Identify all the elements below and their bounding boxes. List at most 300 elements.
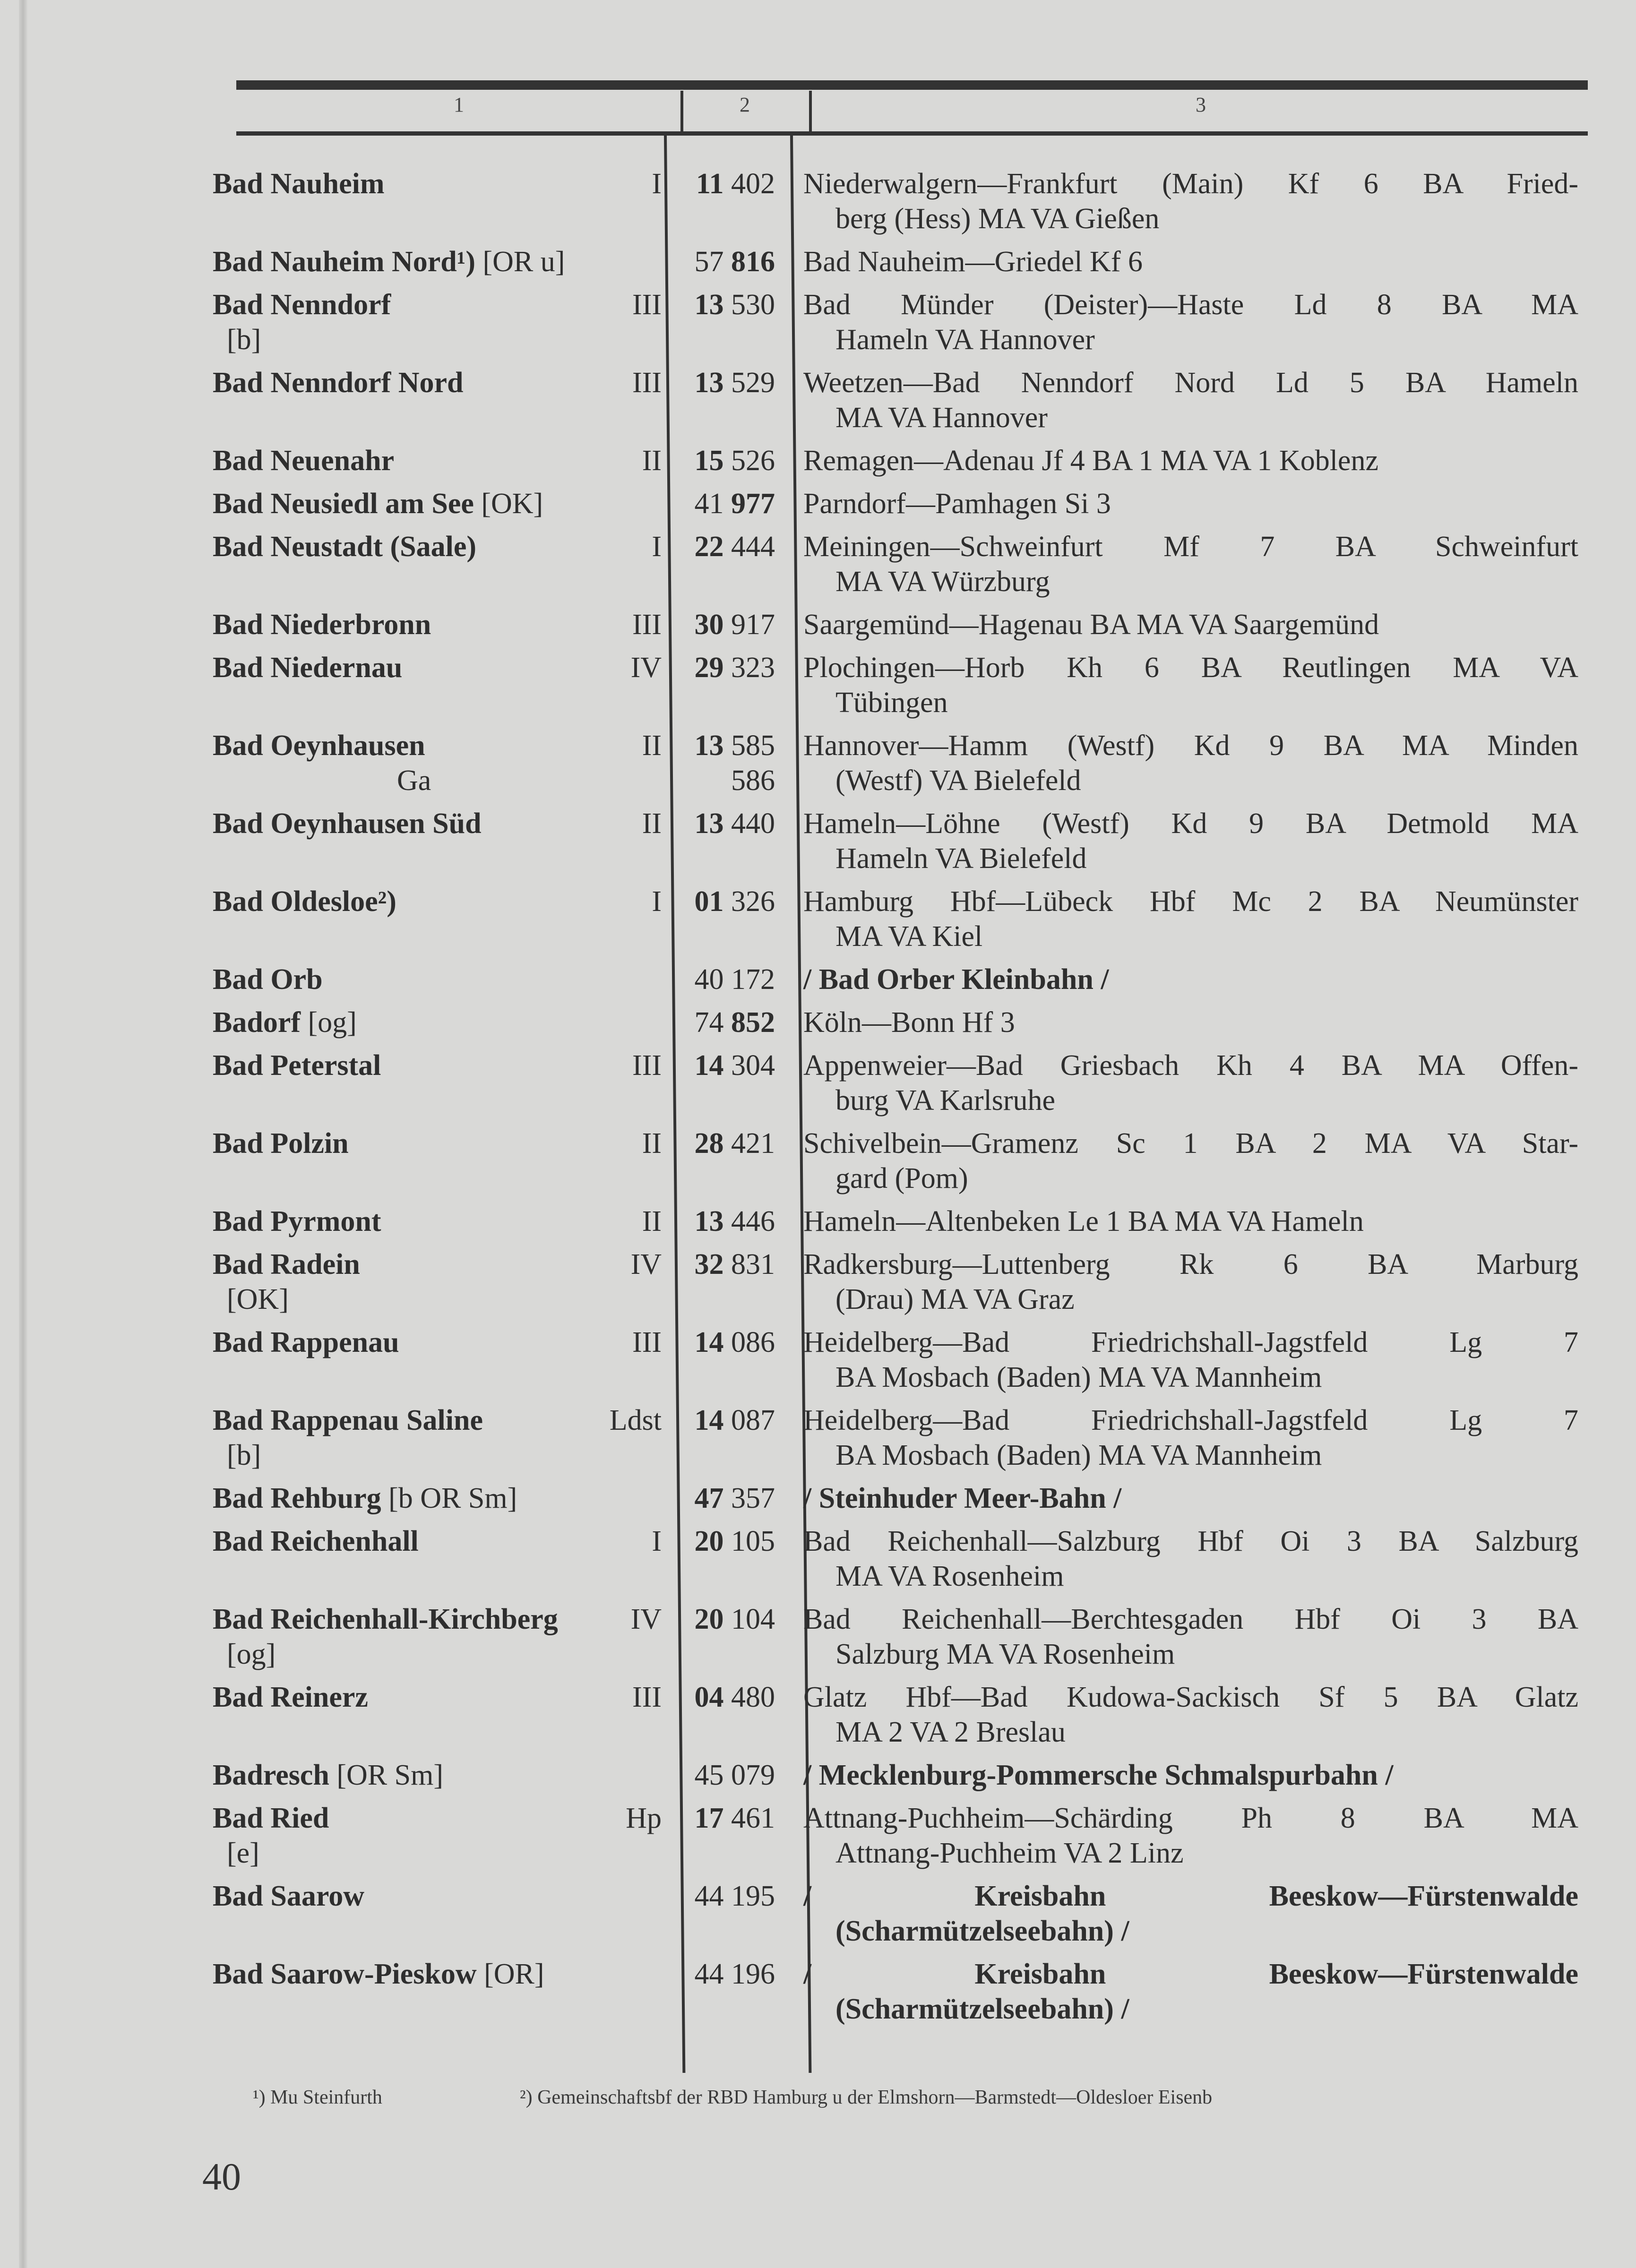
station-name: Badorf — [213, 1006, 301, 1039]
station-class: III — [632, 289, 662, 321]
code-suffix: 196 — [731, 1958, 775, 1990]
code-prefix: 20 — [694, 1525, 724, 1557]
station-cell — [213, 962, 662, 997]
station-name: Bad Rappenau Saline — [213, 1404, 483, 1436]
station-class: I — [652, 1525, 662, 1557]
station-subnote: [e] — [227, 1837, 259, 1869]
code-cell — [662, 1801, 789, 1871]
table-row — [213, 1325, 1588, 1403]
station-name: Bad Ried — [213, 1802, 329, 1834]
code-prefix: 44 — [694, 1958, 724, 1990]
station-cell — [213, 1325, 662, 1395]
station-code — [662, 884, 775, 919]
station-note: [og] — [301, 1006, 357, 1039]
route-line: Radkersburg—Luttenberg Rk 6 BA Marburg — [803, 1248, 1578, 1280]
route-description — [803, 486, 1578, 521]
code-cell — [662, 486, 789, 521]
code-cell — [662, 365, 789, 435]
code-suffix: 530 — [731, 289, 775, 321]
header-divider-2 — [809, 91, 812, 133]
code-cell — [662, 166, 789, 236]
route-line: / Kreisbahn Beeskow—Fürstenwalde — [803, 1880, 1578, 1912]
station-cell — [213, 728, 662, 798]
code-prefix: 44 — [694, 1880, 724, 1912]
station-line — [213, 287, 662, 322]
station-cell — [213, 607, 662, 642]
station-name: Bad Reinerz — [213, 1681, 368, 1713]
route-line: Attnang-Puchheim VA 2 Linz — [835, 1837, 1184, 1869]
code-prefix: 40 — [694, 963, 724, 996]
route-description — [803, 1481, 1578, 1516]
code-cell — [662, 1048, 789, 1118]
route-line: (Westf) VA Bielefeld — [835, 765, 1081, 797]
code-suffix: 105 — [731, 1525, 775, 1557]
station-name: Bad Neusiedl am See — [213, 488, 474, 520]
station-cell — [213, 1048, 662, 1118]
route-line: MA VA Rosenheim — [835, 1560, 1064, 1592]
code-prefix: 13 — [694, 289, 724, 321]
code-suffix: 195 — [731, 1880, 775, 1912]
column-header-1: 1 — [454, 93, 464, 116]
station-subnote: [b] — [227, 1439, 261, 1471]
code-suffix: 326 — [731, 885, 775, 918]
station-code — [662, 1481, 775, 1516]
code-prefix: 13 — [694, 808, 724, 840]
station-code — [662, 650, 775, 685]
route-description — [803, 1204, 1578, 1239]
station-line — [213, 1680, 662, 1715]
station-cell — [213, 365, 662, 435]
route-description — [803, 728, 1578, 798]
code-suffix: 831 — [731, 1248, 775, 1280]
station-code — [662, 1957, 775, 1992]
code-cell — [662, 1325, 789, 1395]
table-row — [213, 1524, 1588, 1602]
station-class: IV — [630, 1248, 662, 1280]
route-description — [803, 529, 1578, 599]
route-description — [803, 884, 1578, 954]
code-suffix: 852 — [731, 1006, 775, 1039]
code-suffix: 440 — [731, 808, 775, 840]
station-code — [662, 365, 775, 400]
station-name: Bad Niederbronn — [213, 609, 431, 641]
code-suffix: 079 — [731, 1759, 775, 1791]
code-suffix: 323 — [731, 652, 775, 684]
station-line — [213, 1325, 662, 1360]
route-description — [803, 962, 1578, 997]
route-line: (Scharmützelseebahn) / — [835, 1993, 1129, 2025]
code-cell — [662, 728, 789, 798]
station-cell — [213, 1524, 662, 1594]
station-cell — [213, 1126, 662, 1196]
code-suffix: 304 — [731, 1049, 775, 1082]
route-description — [803, 443, 1578, 478]
route-line: Köln—Bonn Hf 3 — [803, 1006, 1015, 1039]
page-number: 40 — [202, 2155, 241, 2198]
route-line: Schivelbein—Gramenz Sc 1 BA 2 MA VA Star- — [803, 1127, 1578, 1160]
code-cell — [662, 1758, 789, 1793]
station-cell — [213, 1957, 662, 2027]
station-class: I — [652, 168, 662, 200]
code-prefix: 20 — [694, 1603, 724, 1635]
station-code — [662, 166, 775, 201]
station-line — [213, 962, 662, 997]
route-line: berg (Hess) MA VA Gießen — [835, 203, 1160, 235]
station-code — [662, 1680, 775, 1715]
table-top-rule — [236, 80, 1588, 90]
table-row — [213, 287, 1588, 365]
station-subnote: [OK] — [227, 1283, 289, 1315]
code-cell — [662, 607, 789, 642]
station-name: Bad Peterstal — [213, 1049, 381, 1082]
table-row — [213, 1957, 1588, 2035]
code-prefix: 13 — [694, 1205, 724, 1237]
code-suffix: 446 — [731, 1205, 775, 1237]
station-class: III — [632, 1326, 662, 1358]
route-line: / Kreisbahn Beeskow—Fürstenwalde — [803, 1958, 1578, 1990]
code-prefix: 04 — [694, 1681, 724, 1713]
station-code — [662, 728, 775, 763]
station-code — [662, 1524, 775, 1559]
table-row — [213, 884, 1588, 962]
station-class: IV — [630, 1603, 662, 1635]
station-note: [OR u] — [475, 246, 565, 278]
table-row — [213, 1403, 1588, 1481]
station-class: II — [642, 808, 662, 840]
station-line — [213, 728, 662, 763]
station-code — [662, 443, 775, 478]
station-code — [662, 1602, 775, 1637]
station-class: II — [642, 1127, 662, 1160]
route-description — [803, 1048, 1578, 1118]
route-line: / Bad Orber Kleinbahn / — [803, 963, 1109, 996]
station-name: Bad Rehburg — [213, 1482, 381, 1514]
station-name: Bad Reichenhall-Kirchberg — [213, 1603, 558, 1635]
code-prefix: 15 — [694, 445, 724, 477]
station-subnote: Ga — [397, 765, 431, 797]
route-line: (Drau) MA VA Graz — [835, 1283, 1075, 1315]
station-line — [213, 607, 662, 642]
code-suffix: 421 — [731, 1127, 775, 1160]
station-name: Bad Rappenau — [213, 1326, 399, 1358]
station-class: II — [642, 1205, 662, 1237]
station-cell — [213, 1680, 662, 1750]
station-cell — [213, 244, 662, 279]
code-suffix: 480 — [731, 1681, 775, 1713]
route-line: Plochingen—Horb Kh 6 BA Reutlingen MA VA — [803, 652, 1578, 684]
station-name: Bad Radein — [213, 1248, 360, 1280]
station-code — [662, 962, 775, 997]
table-row — [213, 607, 1588, 650]
station-line — [213, 650, 662, 685]
header-divider-1 — [680, 91, 683, 133]
code-prefix: 74 — [694, 1006, 724, 1039]
code-prefix: 30 — [694, 609, 724, 641]
station-line — [213, 365, 662, 400]
code-cell — [662, 244, 789, 279]
code-cell — [662, 1403, 789, 1473]
table-row — [213, 1680, 1588, 1758]
route-line: Remagen—Adenau Jf 4 BA 1 MA VA 1 Koblenz — [803, 445, 1378, 477]
station-line — [213, 1005, 662, 1040]
code-cell — [662, 884, 789, 954]
table-row — [213, 1602, 1588, 1680]
route-description — [803, 1325, 1578, 1395]
table-row — [213, 1758, 1588, 1801]
footnote-1: ¹) Mu Steinfurth — [253, 2087, 382, 2108]
station-code — [662, 486, 775, 521]
station-line — [213, 529, 662, 564]
station-name: Bad Niedernau — [213, 652, 403, 684]
table-row — [213, 529, 1588, 607]
station-name: Bad Orb — [213, 963, 323, 996]
route-line: Saargemünd—Hagenau BA MA VA Saargemünd — [803, 609, 1379, 641]
station-note: [OK] — [474, 488, 543, 520]
code-cell — [662, 806, 789, 876]
table-row — [213, 1204, 1588, 1247]
route-description — [803, 287, 1578, 357]
route-description — [803, 1957, 1578, 2027]
station-name: Badresch — [213, 1759, 329, 1791]
route-line: Hannover—Hamm (Westf) Kd 9 BA MA Minden — [803, 730, 1578, 762]
station-name: Bad Nenndorf Nord — [213, 367, 464, 399]
code-suffix: 526 — [731, 445, 775, 477]
table-row — [213, 486, 1588, 529]
route-line: Niederwalgern—Frankfurt (Main) Kf 6 BA Fried- — [803, 168, 1578, 200]
station-code — [662, 1403, 775, 1438]
route-description — [803, 1247, 1578, 1317]
code-cell — [662, 1481, 789, 1516]
station-code — [662, 1325, 775, 1360]
route-line: Bad Nauheim—Griedel Kf 6 — [803, 246, 1143, 278]
station-line — [213, 806, 662, 841]
station-line — [213, 1403, 662, 1438]
station-code — [662, 1048, 775, 1083]
station-code — [662, 1126, 775, 1161]
code-prefix: 14 — [694, 1049, 724, 1082]
station-class: II — [642, 730, 662, 762]
code-prefix: 14 — [694, 1326, 724, 1358]
station-name: Bad Saarow-Pieskow — [213, 1958, 477, 1990]
route-description — [803, 1801, 1578, 1871]
route-line: Hameln—Löhne (Westf) Kd 9 BA Detmold MA — [803, 808, 1578, 840]
station-cell — [213, 884, 662, 954]
station-code — [662, 1801, 775, 1836]
code-cell — [662, 650, 789, 720]
station-name: Bad Neustadt (Saale) — [213, 531, 477, 563]
station-class: III — [632, 1681, 662, 1713]
station-cell — [213, 486, 662, 521]
code-cell — [662, 1126, 789, 1196]
code-suffix: 444 — [731, 531, 775, 563]
code-suffix: 357 — [731, 1482, 775, 1514]
station-code — [662, 1005, 775, 1040]
station-line — [213, 1247, 662, 1282]
code-prefix: 45 — [694, 1759, 724, 1791]
code-cell — [662, 1247, 789, 1317]
station-code — [662, 287, 775, 322]
code-cell — [662, 1524, 789, 1594]
code-suffix: 917 — [731, 609, 775, 641]
station-line — [213, 1524, 662, 1559]
route-description — [803, 1524, 1578, 1594]
route-line: burg VA Karlsruhe — [835, 1084, 1055, 1117]
route-line: Attnang-Puchheim—Schärding Ph 8 BA MA — [803, 1802, 1578, 1834]
station-class: III — [632, 367, 662, 399]
route-line: Meiningen—Schweinfurt Mf 7 BA Schweinfurt — [803, 531, 1578, 563]
route-line: Hameln—Altenbeken Le 1 BA MA VA Hameln — [803, 1205, 1364, 1237]
column-header-2: 2 — [740, 93, 750, 116]
table-row — [213, 166, 1588, 244]
station-cell — [213, 806, 662, 876]
code-suffix: 086 — [731, 1326, 775, 1358]
station-line — [213, 486, 662, 521]
route-line: Bad Reichenhall—Berchtesgaden Hbf Oi 3 BA — [803, 1603, 1578, 1635]
table-row — [213, 1879, 1588, 1957]
code-prefix: 13 — [694, 730, 724, 762]
station-class: Ldst — [609, 1404, 662, 1436]
station-cell — [213, 529, 662, 599]
station-line — [213, 166, 662, 201]
station-class: I — [652, 531, 662, 563]
station-subnote: [og] — [227, 1638, 276, 1670]
station-class: I — [652, 885, 662, 918]
route-line: MA VA Würzburg — [835, 566, 1050, 598]
route-line: MA 2 VA 2 Breslau — [835, 1716, 1066, 1748]
route-line: Hamburg Hbf—Lübeck Hbf Mc 2 BA Neumünster — [803, 885, 1578, 918]
code-prefix: 57 — [694, 246, 724, 278]
table-header-rule — [236, 131, 1588, 136]
route-description — [803, 1005, 1578, 1040]
station-line — [213, 884, 662, 919]
station-note: [b OR Sm] — [381, 1482, 517, 1514]
route-description — [803, 607, 1578, 642]
station-name: Bad Nauheim — [213, 168, 385, 200]
route-description — [803, 244, 1578, 279]
station-class: III — [632, 1049, 662, 1082]
station-code — [662, 607, 775, 642]
station-cell — [213, 1758, 662, 1793]
route-line: Hameln VA Bielefeld — [835, 842, 1087, 875]
station-line — [213, 1801, 662, 1836]
code-cell — [662, 962, 789, 997]
station-class: Hp — [626, 1802, 662, 1834]
route-line: Salzburg MA VA Rosenheim — [835, 1638, 1175, 1670]
code-prefix: 13 — [694, 367, 724, 399]
station-line — [213, 443, 662, 478]
station-class: II — [642, 445, 662, 477]
table-row — [213, 443, 1588, 486]
table-row — [213, 365, 1588, 443]
code-cell — [662, 529, 789, 599]
station-code — [662, 529, 775, 564]
route-description — [803, 806, 1578, 876]
station-cell — [213, 1403, 662, 1473]
code-cell — [662, 1957, 789, 2027]
code-cell — [662, 1680, 789, 1750]
station-code — [662, 1247, 775, 1282]
route-description — [803, 166, 1578, 236]
code-suffix: 087 — [731, 1404, 775, 1436]
code-suffix: 585 — [731, 730, 775, 762]
station-line — [213, 1126, 662, 1161]
table-row — [213, 650, 1588, 728]
route-line: Heidelberg—Bad Friedrichshall-Jagstfeld Lg 7 — [803, 1404, 1578, 1436]
code-prefix: 01 — [694, 885, 724, 918]
route-description — [803, 365, 1578, 435]
station-code — [662, 244, 775, 279]
station-line — [213, 1758, 662, 1793]
station-line — [213, 1879, 662, 1914]
station-code — [662, 1758, 775, 1793]
station-cell — [213, 1602, 662, 1672]
table-row — [213, 244, 1588, 287]
code-suffix: 461 — [731, 1802, 775, 1834]
station-class: III — [632, 609, 662, 641]
station-note: [OR Sm] — [329, 1759, 444, 1791]
table-row — [213, 1048, 1588, 1126]
route-line: Glatz Hbf—Bad Kudowa-Sackisch Sf 5 BA Glatz — [803, 1681, 1578, 1713]
station-line — [213, 1957, 662, 1992]
book-spine-shadow — [19, 0, 27, 2268]
route-line: / Mecklenburg-Pommersche Schmalspurbahn / — [803, 1759, 1394, 1791]
code-suffix: 172 — [731, 963, 775, 996]
station-subnote: [b] — [227, 324, 261, 356]
table-row — [213, 806, 1588, 884]
code-suffix: 104 — [731, 1603, 775, 1635]
station-cell — [213, 1481, 662, 1516]
station-code — [662, 806, 775, 841]
code-suffix: 977 — [731, 488, 775, 520]
station-code — [662, 1204, 775, 1239]
table-row — [213, 728, 1588, 806]
station-name: Bad Reichenhall — [213, 1525, 419, 1557]
table-row — [213, 1481, 1588, 1524]
code-prefix: 22 — [694, 531, 724, 563]
station-cell — [213, 287, 662, 357]
station-name: Bad Pyrmont — [213, 1205, 381, 1237]
route-line: Tübingen — [835, 687, 948, 719]
footnote-2: ²) Gemeinschaftsbf der RBD Hamburg u der Elmshorn—Barmstedt—Oldesloer Eisenb — [520, 2087, 1213, 2108]
code-prefix: 32 — [694, 1248, 724, 1280]
station-name: Bad Oeynhausen — [213, 730, 425, 762]
route-description — [803, 1879, 1578, 1949]
station-line — [213, 1048, 662, 1083]
route-description — [803, 1680, 1578, 1750]
station-line — [213, 1204, 662, 1239]
code-cell — [662, 1602, 789, 1672]
station-note: [OR] — [476, 1958, 544, 1990]
route-line: / Steinhuder Meer-Bahn / — [803, 1482, 1122, 1514]
route-line: Weetzen—Bad Nenndorf Nord Ld 5 BA Hameln — [803, 367, 1578, 399]
station-name: Bad Nauheim Nord¹) — [213, 246, 475, 278]
station-cell — [213, 1801, 662, 1871]
route-line: gard (Pom) — [835, 1162, 968, 1194]
station-name: Bad Polzin — [213, 1127, 349, 1160]
code-suffix: 816 — [731, 246, 775, 278]
station-cell — [213, 443, 662, 478]
route-line: BA Mosbach (Baden) MA VA Mannheim — [835, 1361, 1322, 1393]
route-line: MA VA Kiel — [835, 920, 983, 953]
station-name: Bad Neuenahr — [213, 445, 395, 477]
code-prefix: 11 — [696, 168, 724, 200]
code-cell — [662, 287, 789, 357]
station-cell — [213, 1005, 662, 1040]
station-code — [662, 1879, 775, 1914]
route-line: Appenweier—Bad Griesbach Kh 4 BA MA Offen- — [803, 1049, 1578, 1082]
route-line: Heidelberg—Bad Friedrichshall-Jagstfeld Lg 7 — [803, 1326, 1578, 1358]
route-line: Parndorf—Pamhagen Si 3 — [803, 488, 1111, 520]
